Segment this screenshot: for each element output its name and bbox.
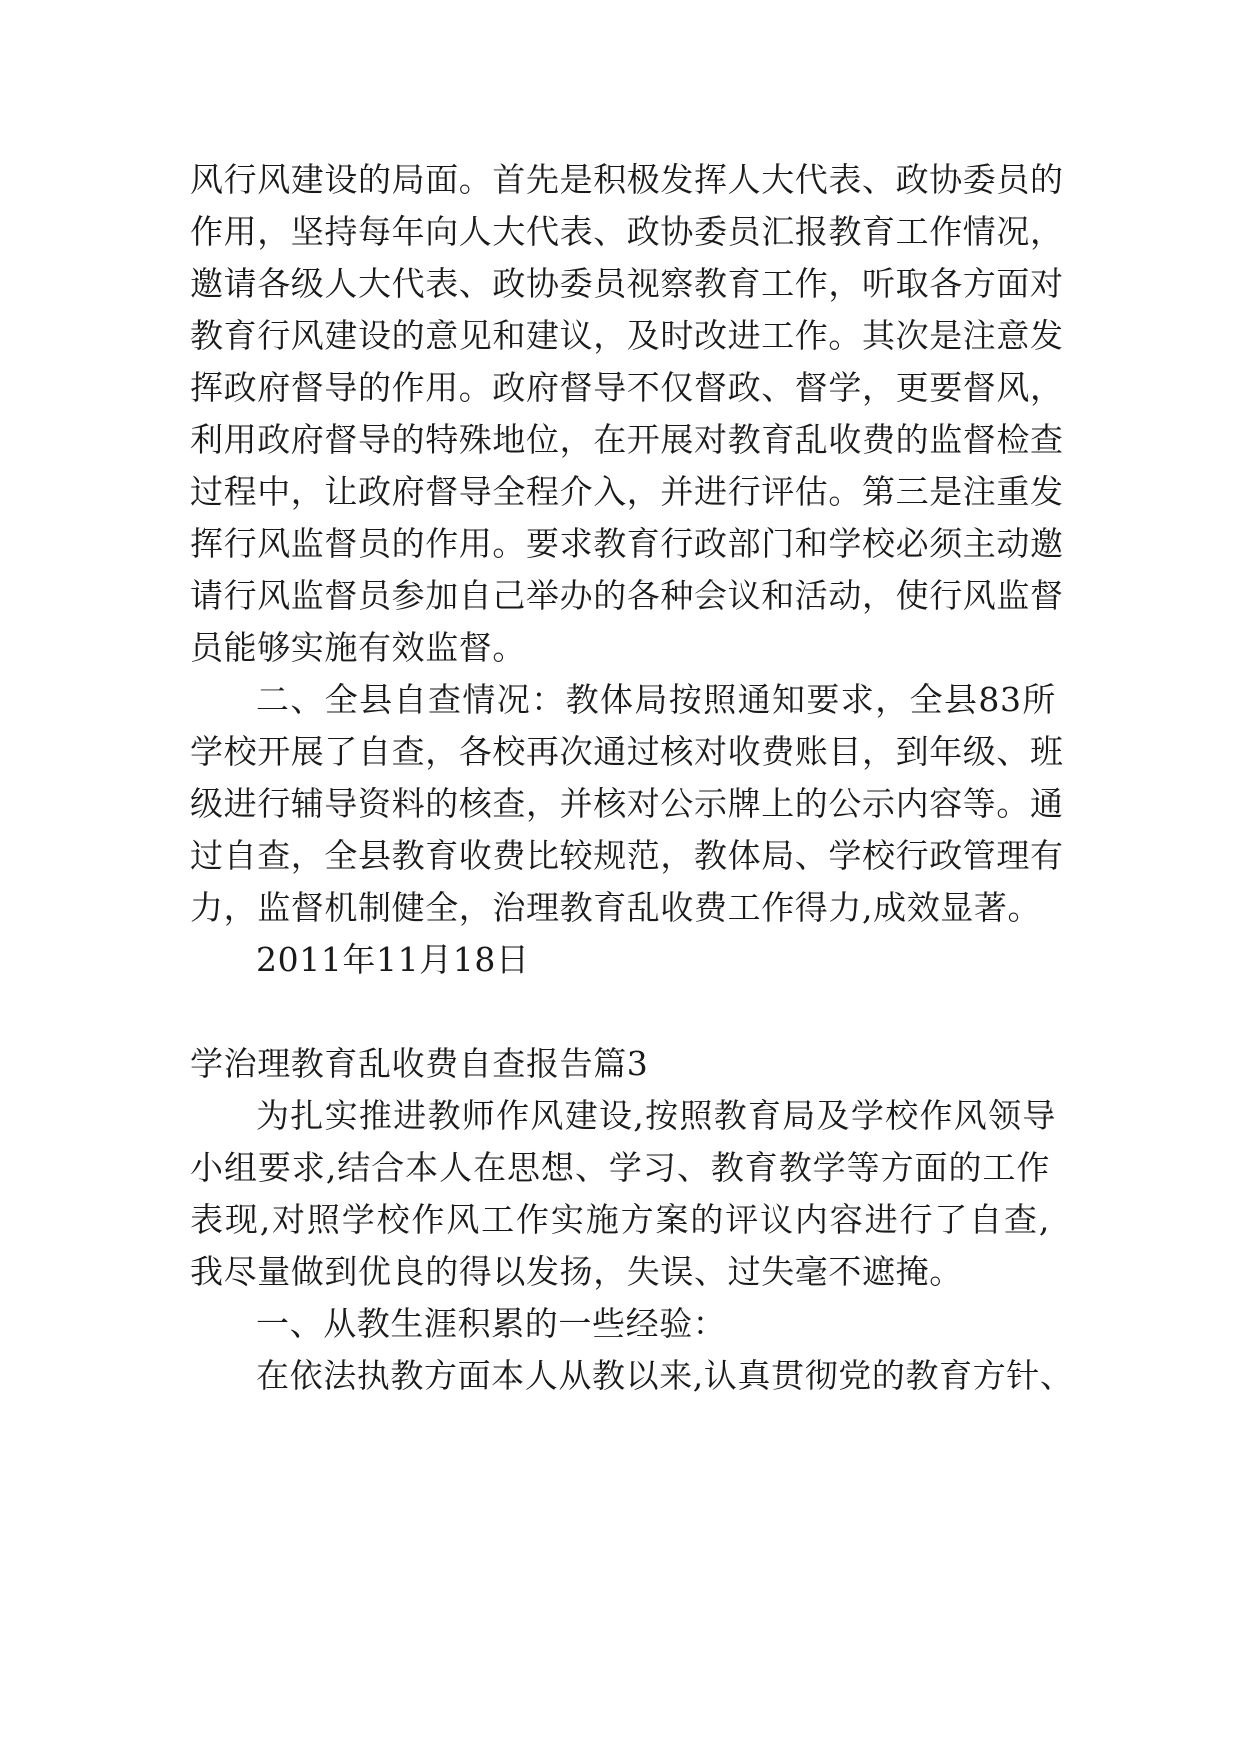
date-line: 2011年11月18日 [256, 940, 530, 979]
text-line: 级进行辅导资料的核查，并核对公示牌上的公示内容等。通 [190, 784, 1064, 823]
text-line: 在依法执教方面本人从教以来,认真贯彻党的教育方针、 [256, 1356, 1074, 1395]
text-line: 风行风建设的局面。首先是积极发挥人大代表、政协委员的 [190, 160, 1064, 199]
text-line: 挥政府督导的作用。政府督导不仅督政、督学，更要督风， [190, 368, 1064, 407]
text-line: 表现,对照学校作风工作实施方案的评议内容进行了自查, [190, 1200, 1050, 1239]
text-line: 利用政府督导的特殊地位，在开展对教育乱收费的监督检查 [190, 420, 1064, 459]
text-line: 邀请各级人大代表、政协委员视察教育工作，听取各方面对 [190, 264, 1064, 303]
section-heading: 二、全县自查情况：教体局按照通知要求，全县83所 [256, 680, 1056, 719]
text-line: 我尽量做到优良的得以发扬，失误、过失毫不遮掩。 [190, 1252, 963, 1291]
text-line: 挥行风监督员的作用。要求教育行政部门和学校必须主动邀 [190, 524, 1064, 563]
text-line: 作用，坚持每年向人大代表、政协委员汇报教育工作情况， [190, 212, 1064, 251]
text-line: 过自查，全县教育收费比较规范，教体局、学校行政管理有 [190, 836, 1064, 875]
section-heading: 一、从教生涯积累的一些经验： [256, 1304, 727, 1343]
text-line: 教育行风建设的意见和建议，及时改进工作。其次是注意发 [190, 316, 1064, 355]
text-line: 过程中，让政府督导全程介入，并进行评估。第三是注重发 [190, 472, 1064, 511]
text-line: 小组要求,结合本人在思想、学习、教育教学等方面的工作 [190, 1148, 1050, 1187]
text-line: 力，监督机制健全，治理教育乱收费工作得力,成效显著。 [190, 888, 1042, 927]
section-title: 学治理教育乱收费自查报告篇3 [190, 1044, 649, 1083]
text-line: 请行风监督员参加自己举办的各种会议和活动，使行风监督 [190, 576, 1064, 615]
text-line: 学校开展了自查，各校再次通过核对收费账目，到年级、班 [190, 732, 1064, 771]
text-line: 员能够实施有效监督。 [190, 628, 526, 667]
text-line: 为扎实推进教师作风建设,按照教育局及学校作风领导 [256, 1096, 1056, 1135]
